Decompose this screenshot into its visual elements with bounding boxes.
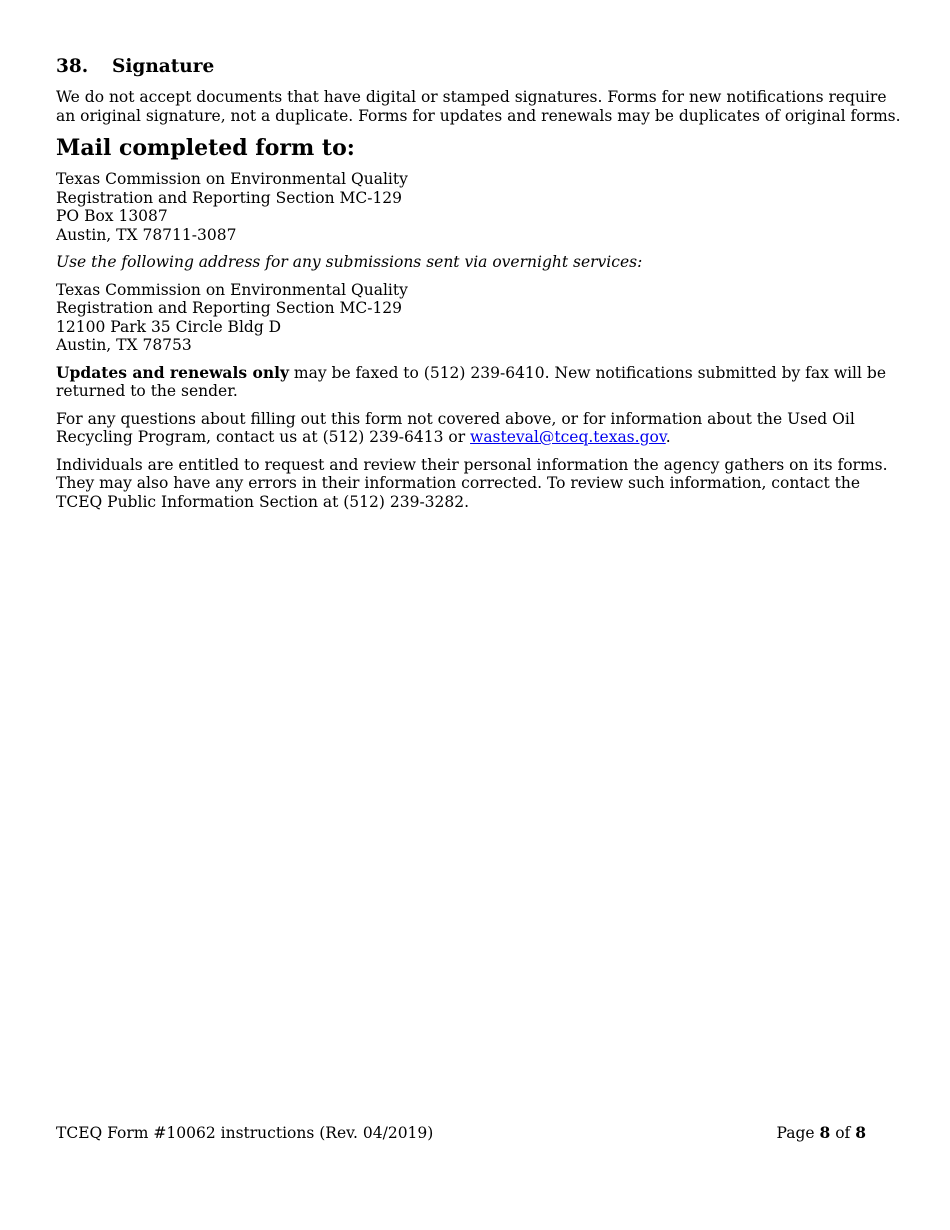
address-line: Registration and Reporting Section MC-129 <box>56 188 403 207</box>
signature-text: We do not accept documents that have digital or stamped signatures. Forms for new notifications require an original signature, not a duplicate. Forms for updates and renewals may be duplicates of original forms. <box>56 88 901 125</box>
section-number: 38. <box>56 56 89 77</box>
address-line: Texas Commission on Environmental Quality <box>56 170 408 188</box>
privacy-paragraph: Individuals are entitled to request and review their personal information the agency gathers on its forms. They may also have any errors in their information corrected. To review such information, contact the TCEQ Public Information Section at (512) 239-3282. <box>56 455 888 511</box>
overnight-note: Use the following address for any submissions sent via overnight services: <box>56 253 643 271</box>
fax-paragraph <box>56 364 901 401</box>
total-pages: 8 <box>855 1123 866 1142</box>
page-number <box>776 1124 866 1143</box>
section-heading <box>56 55 901 79</box>
form-id: TCEQ Form #10062 instructions (Rev. 04/2019) <box>56 1124 434 1142</box>
fax-emphasis: Updates and renewals only <box>56 362 289 382</box>
questions-paragraph <box>56 410 901 447</box>
section-title: Signature <box>112 56 215 77</box>
current-page: 8 <box>819 1123 831 1142</box>
address-line: 12100 Park 35 Circle Bldg D <box>56 317 282 336</box>
questions-text: For any questions about filling out this form not covered above, or for information about the Used Oil Recycling Program, contact us at (512) 239-6413 or <box>56 409 855 446</box>
address-line: Austin, TX 78711-3087 <box>56 225 237 244</box>
mailing-address <box>56 170 901 244</box>
fax-text: may be faxed to (512) 239-6410. New notifications submitted by fax will be returned to the sender. <box>56 363 886 400</box>
overnight-address <box>56 281 901 355</box>
mail-heading: Mail completed form to: <box>56 135 355 161</box>
page-mid: of <box>830 1124 856 1142</box>
address-line: Austin, TX 78753 <box>56 336 192 354</box>
questions-end: . <box>665 428 671 446</box>
email-link[interactable]: wasteval@tceq.texas.gov <box>470 428 666 446</box>
page-footer <box>56 1124 866 1143</box>
page-content <box>56 55 901 520</box>
page-prefix: Page <box>776 1124 820 1142</box>
address-line: Registration and Reporting Section MC-129 <box>56 299 403 317</box>
address-line: Texas Commission on Environmental Quality <box>56 280 408 299</box>
address-line: PO Box 13087 <box>56 207 168 225</box>
